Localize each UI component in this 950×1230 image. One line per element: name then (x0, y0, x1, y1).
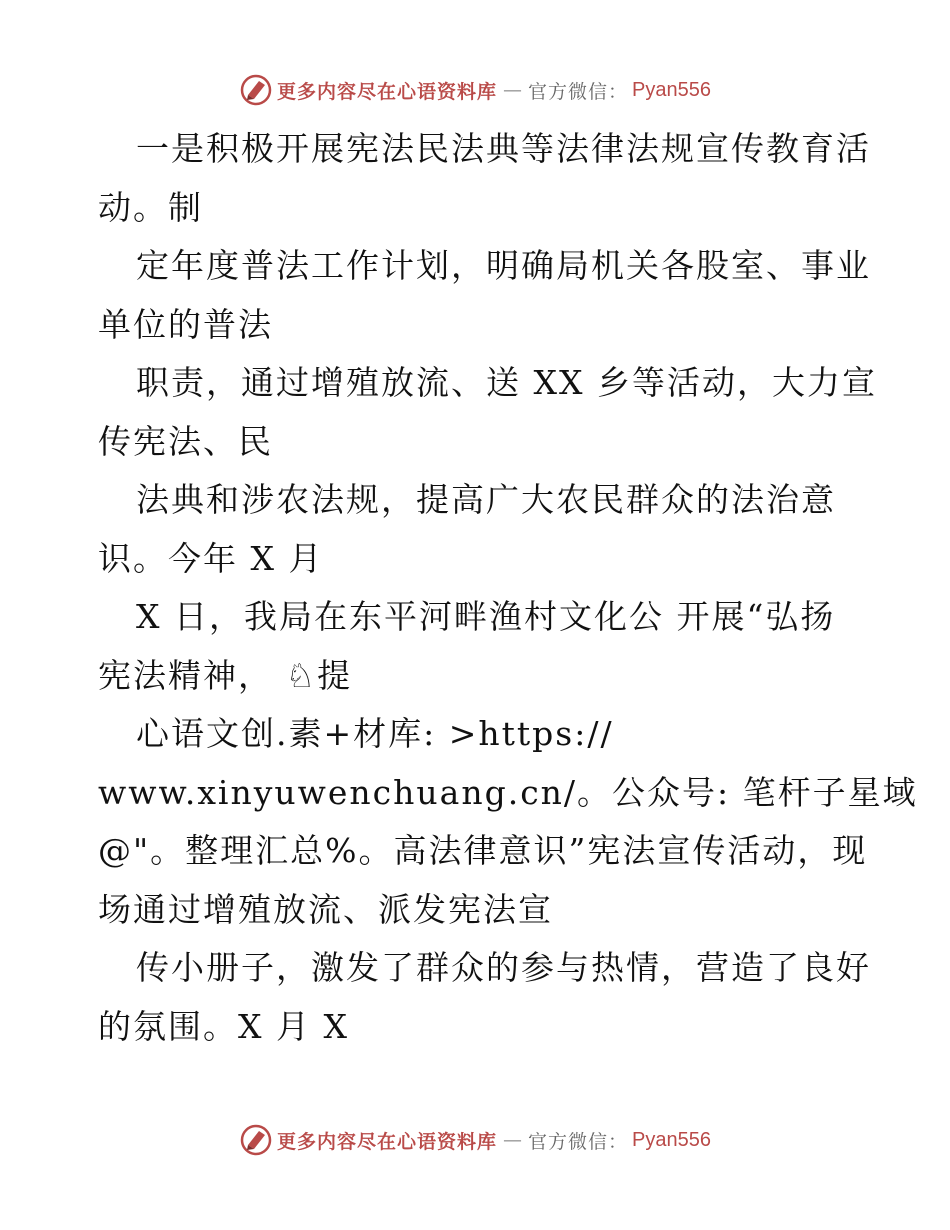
body-line: 职责，通过增殖放流、送 XX 乡等活动，大力宣 (136, 363, 877, 402)
header-wechat-id: Pyan556 (632, 78, 711, 101)
body-line: 一是积极开展宪法民法典等法律法规宣传教育活 (136, 129, 871, 168)
body-line: 场通过增殖放流、派发宪法宣 (98, 889, 553, 929)
body-line: 宪法精神， ♘提 (98, 655, 353, 695)
body-line: www.xinyuwenchuang.cn/。公众号: 笔杆子星域 (98, 772, 918, 812)
page-footer (0, 1120, 950, 1160)
footer-dash: — (503, 1129, 523, 1151)
body-line: 传宪法、民 (98, 421, 273, 461)
footer-wechat-id: Pyan556 (632, 1128, 711, 1151)
header-brand-text: 更多内容尽在心语资料库 (277, 80, 498, 103)
body-line: @"。整理汇总%。高法律意识”宪法宣传活动，现 (98, 831, 868, 870)
footer-brand (239, 1123, 711, 1157)
body-line: 传小册子，激发了群众的参与热情，营造了良好 (136, 948, 871, 987)
body-line: 识。今年 X 月 (98, 538, 324, 578)
footer-brand-text: 更多内容尽在心语资料库 (277, 1130, 498, 1153)
footer-sub-text: 官方微信： (528, 1130, 629, 1153)
brand-logo-icon (239, 1123, 273, 1157)
header-sub-text: 官方微信： (528, 80, 629, 103)
body-line: X 日，我局在东平河畔渔村文化公 开展“弘扬 (136, 597, 836, 636)
body-line: 法典和涉农法规，提高广大农民群众的法治意 (136, 480, 836, 519)
body-line: 动。制 (98, 187, 203, 227)
body-line: 心语文创.素+材库: >https:// (136, 714, 614, 753)
body-line: 定年度普法工作计划，明确局机关各股室、事业 (136, 246, 871, 285)
page-header (0, 70, 950, 110)
document-body (98, 120, 918, 1056)
body-line: 的氛围。X 月 X (98, 1006, 349, 1046)
brand-logo-icon (239, 73, 273, 107)
header-dash: — (503, 79, 523, 101)
header-brand (239, 73, 711, 107)
body-line: 单位的普法 (98, 304, 273, 344)
